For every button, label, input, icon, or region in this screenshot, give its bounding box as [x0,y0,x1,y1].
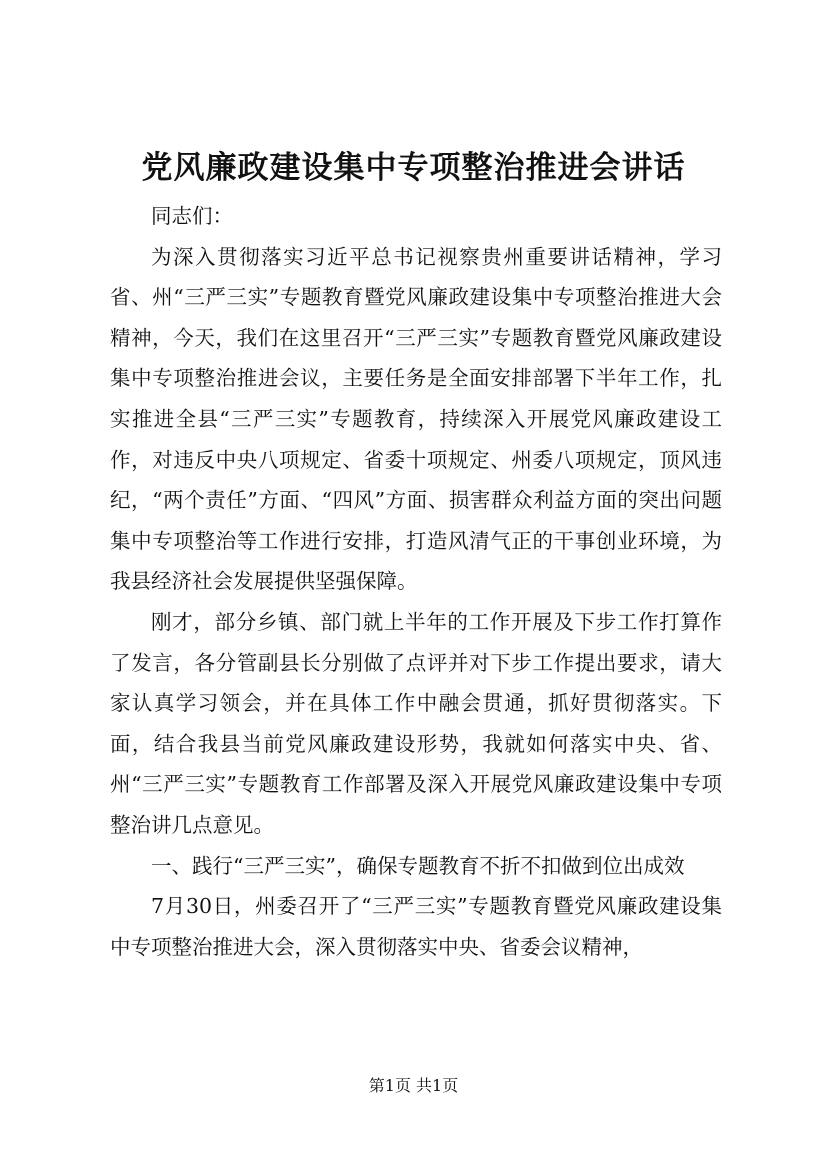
document-body [110,196,722,967]
document-title: 党风廉政建设集中专项整治推进会讲话 [141,150,686,186]
paragraph-context: 刚才，部分乡镇、部门就上半年的工作开展及下步工作打算作了发言，各分管副县长分别做了点评并对下步工作提出要求，请大家认真学习领会，并在具体工作中融会贯通，抓好贯彻落实。下面，结合我县当前党风廉政建设形势，我就如何落实中央、省、州“三严三实”专题教育工作部署及深入开展党风廉政建设集中专项整治讲几点意见。 [110,609,722,837]
page-footer: 第1页 共1页 [368,1076,459,1095]
paragraph-section-1: 7月30日，州委召开了“三严三实”专题教育暨党风廉政建设集中专项整治推进大会，深入贯彻落实中央、省委会议精神， [110,894,722,959]
paragraph-intro: 为深入贯彻落实习近平总书记视察贵州重要讲话精神，学习省、州“三严三实”专题教育暨党风廉政建设集中专项整治推进大会精神，今天，我们在这里召开“三严三实”专题教育暨党风廉政建设集中专项整治推进会议，主要任务是全面安排部署下半年工作，扎实推进全县“三严三实”专题教育，持续深入开展党风廉政建设工作，对违反中央八项规定、省委十项规定、州委八项规定，顶风违纪，“两个责任”方面、“四风”方面、损害群众利益方面的突出问题集中专项整治等工作进行安排，打造风清气正的干事创业环境，为我县经济社会发展提供坚强保障。 [110,244,722,594]
salutation: 同志们： [151,204,233,228]
section-heading-1: 一、践行“三严三实”，确保专题教育不折不扣做到位出成效 [151,853,685,878]
